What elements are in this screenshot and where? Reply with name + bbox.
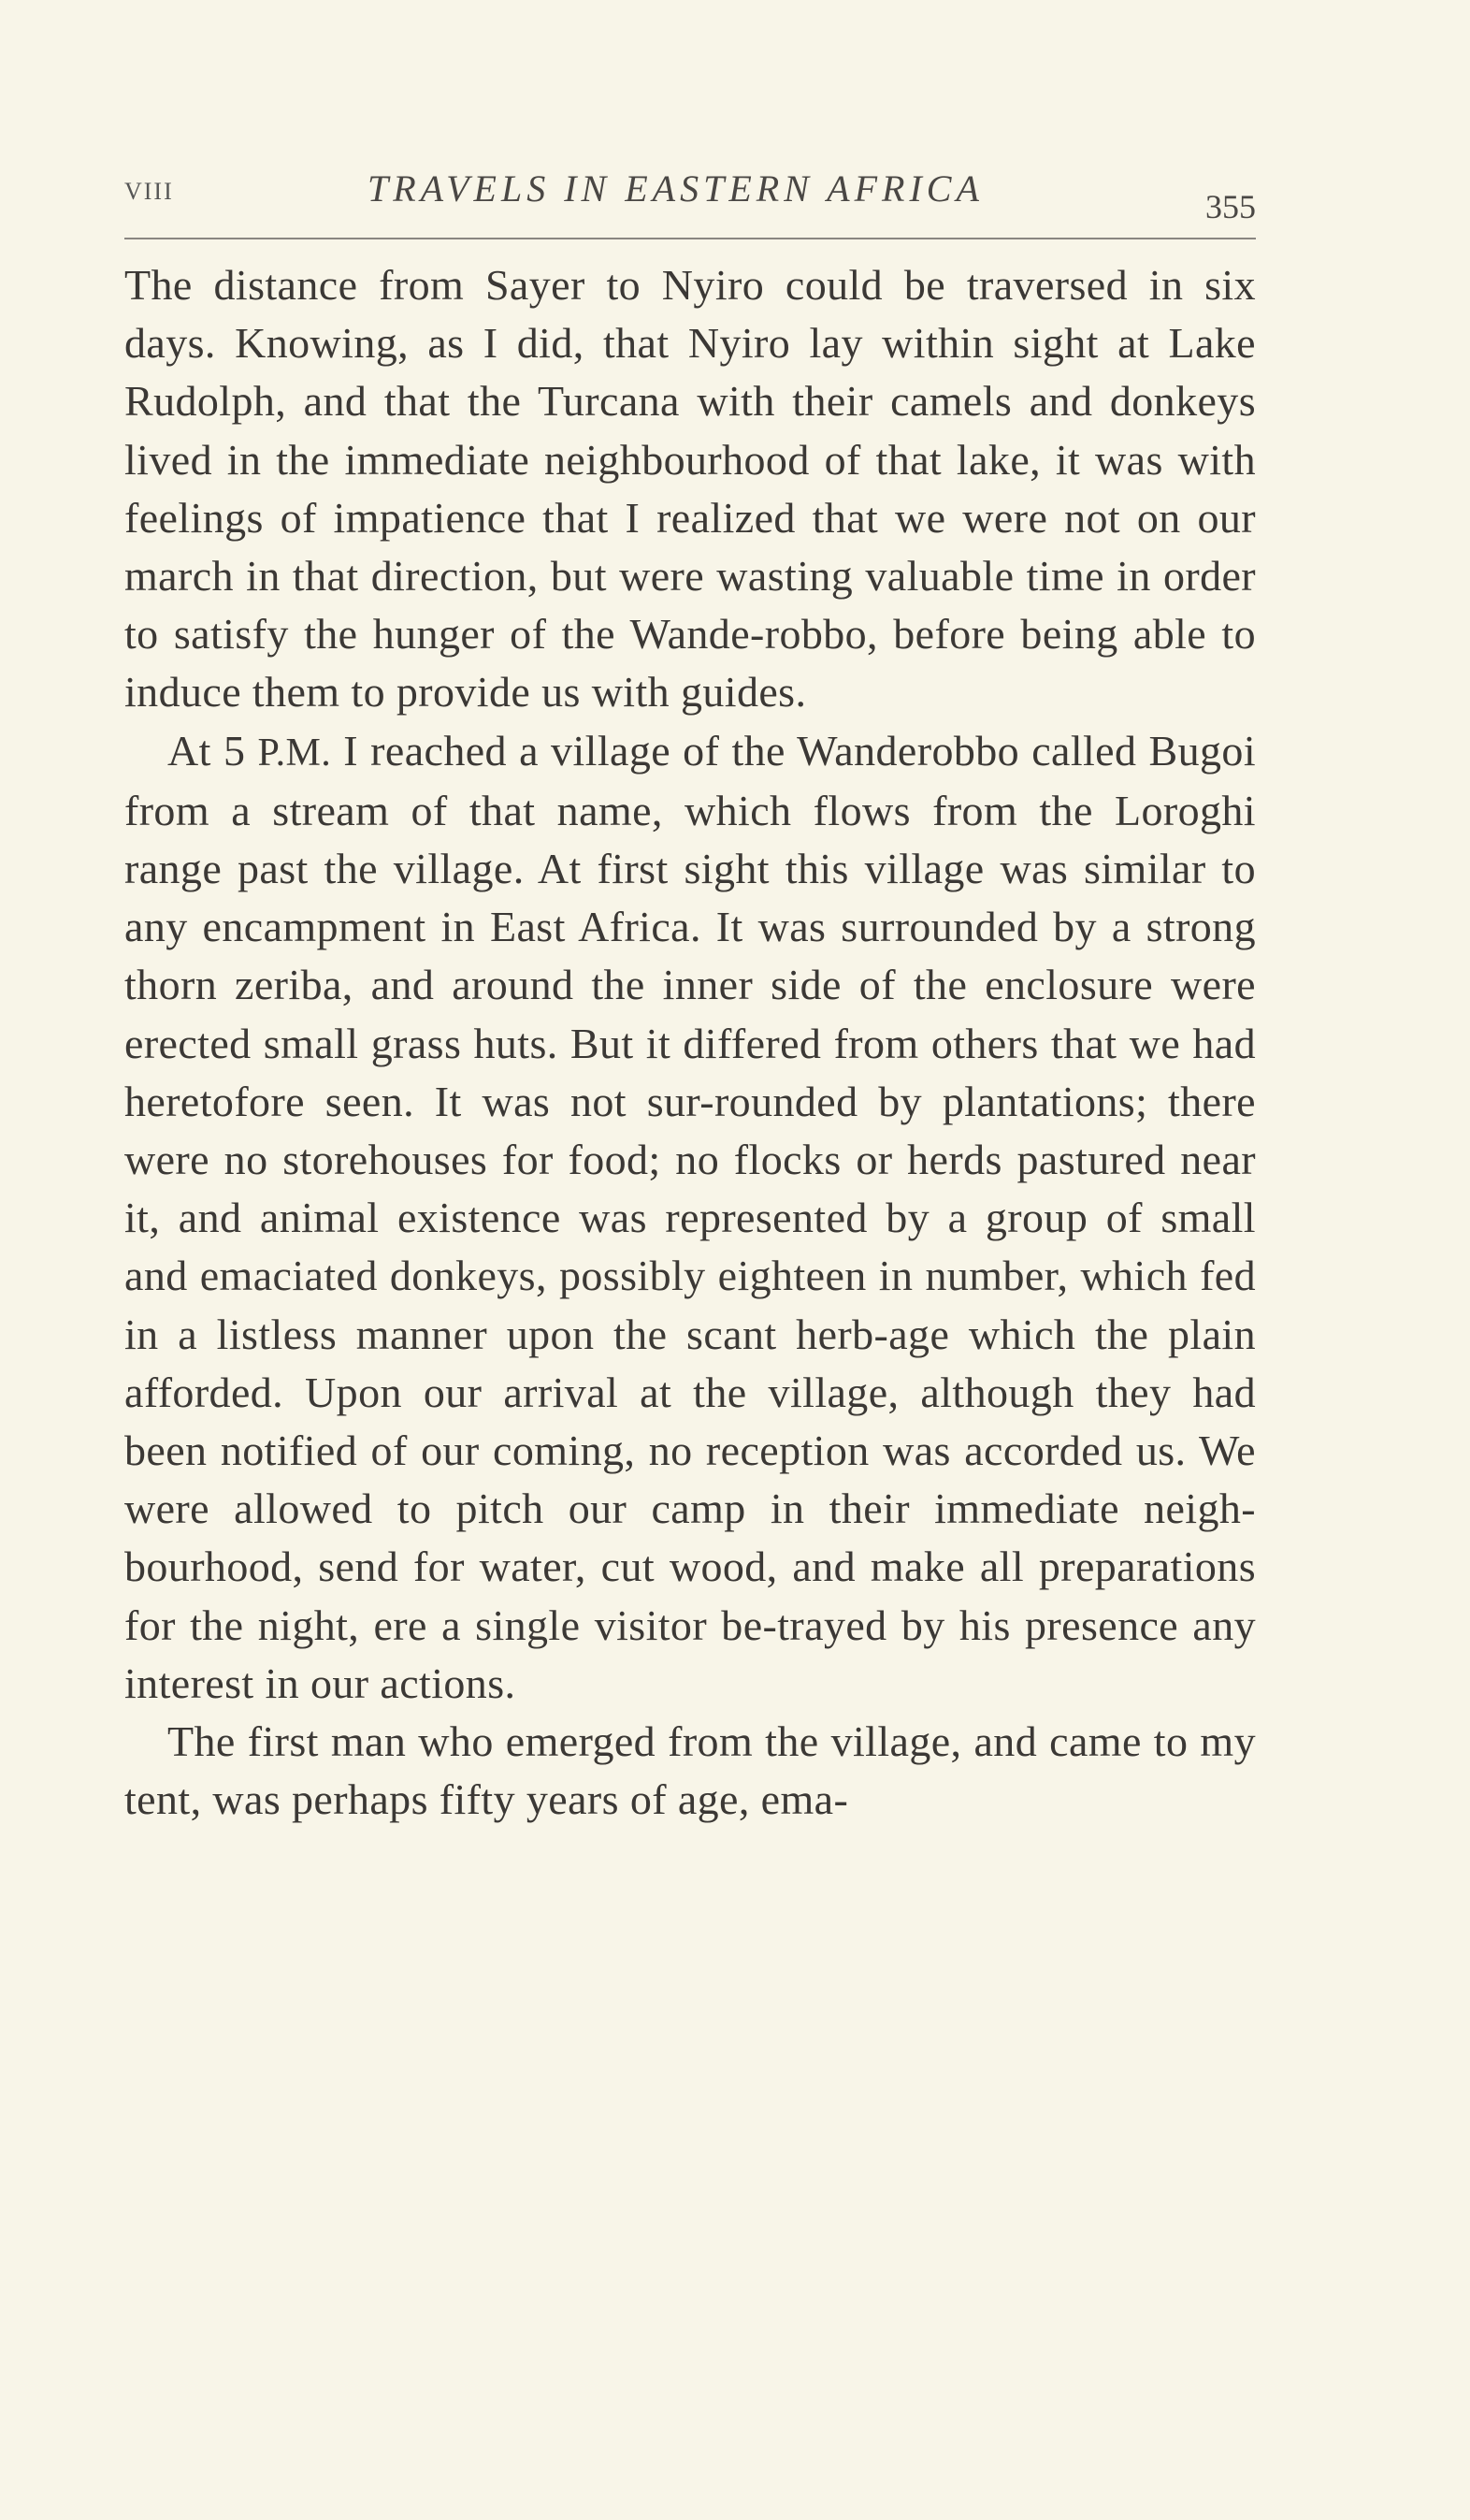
paragraph-1: The distance from Sayer to Nyiro could be traversed in six days. Knowing, as I did, that Nyiro lay within sight at Lake Rudolph, and that the Turcana with their camels and donkeys lived in the immediate neighbourhood of that lake, it was with feelings of impatience that I realized that we were not on our march in that direction, but were wasting valuable time in order to satisfy the hunger of the Wande-robbo, before being able to induce them to provide us with guides. (124, 261, 1256, 717)
chapter-number: VIII (124, 178, 174, 205)
paragraph-2-rest: I reached a village of the Wanderobbo called Bugoi from a stream of that name, which flows from the Loroghi range past the village. At first sight this village was similar to any encampment in East Africa. It was surrounded by a strong thorn zeriba, and around the inner side of the enclosure were erected small grass huts. But it differed from others that we had heretofore seen. It was not sur-rounded by plantations; there were no storehouses for food; no flocks or herds pastured near it, and animal existence was represented by a group of small and emaciated donkeys, possibly eighteen in number, which fed in a listless manner upon the scant herb-age which the plain afforded. Upon our arrival at the village, although they had been notified of our coming, no reception was accorded us. We were allowed to pitch our camp in their immediate neigh-bourhood, send for water, cut wood, and make all preparations for the night, ere a single visitor be-trayed by his presence any interest in our actions. (124, 726, 1257, 1707)
header-rule (124, 238, 1256, 239)
paragraph-2-start: At 5 (167, 726, 258, 775)
time-abbreviation: P.M. (257, 731, 332, 775)
running-head (124, 167, 1256, 225)
page-number: 355 (1205, 188, 1256, 225)
paragraph-2 (124, 722, 1256, 1713)
paragraph-3: The first man who emerged from the village, and came to my tent, was perhaps fifty years of age, ema- (124, 1717, 1256, 1824)
running-title: TRAVELS IN EASTERN AFRICA (368, 167, 984, 210)
body-text (124, 256, 1256, 1829)
